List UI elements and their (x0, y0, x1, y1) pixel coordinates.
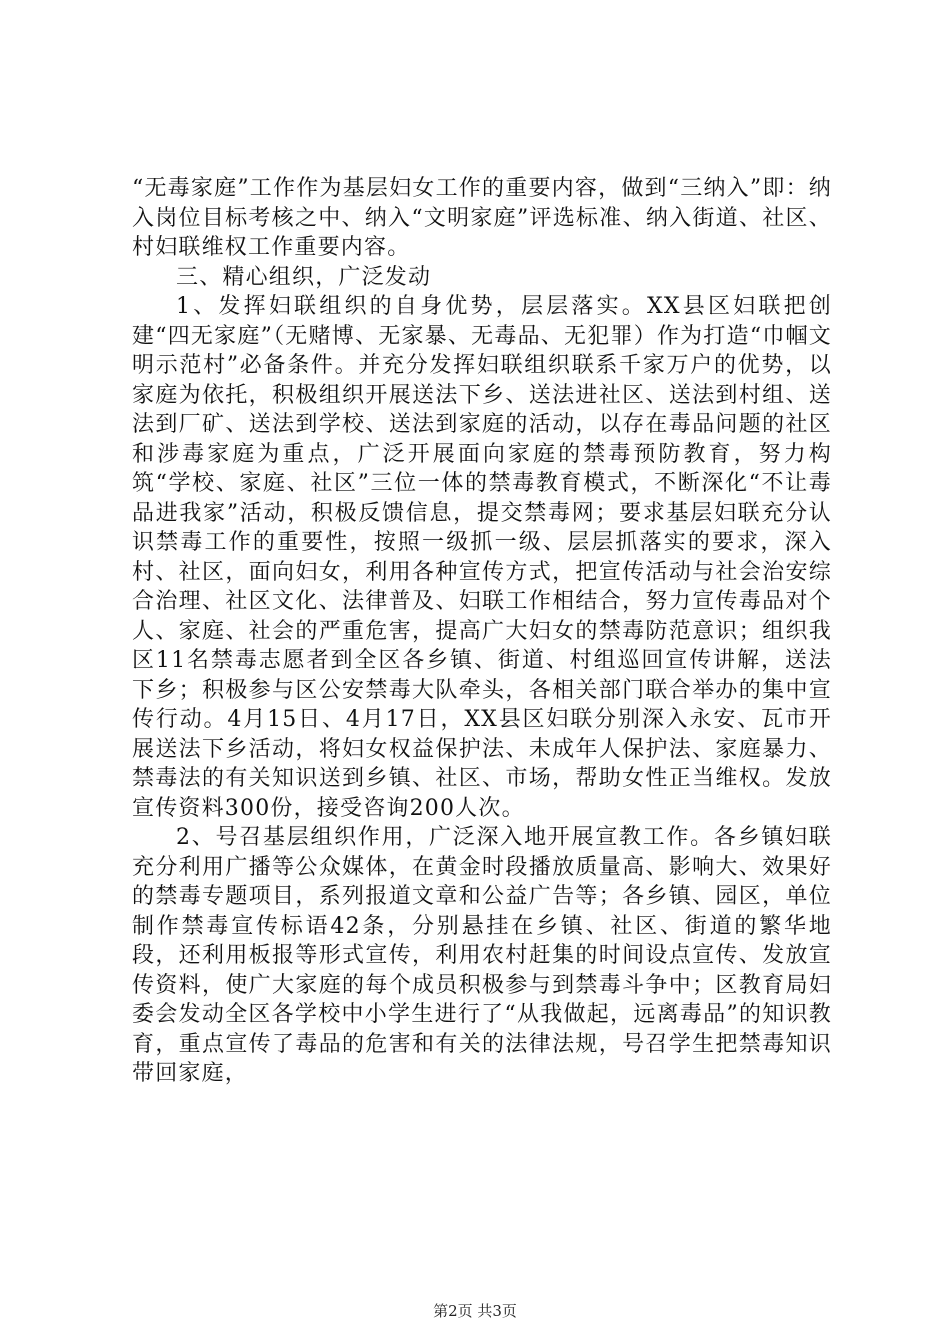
page-number-footer: 第2页 共3页 (433, 1302, 517, 1320)
paragraph-item-1: 1、发挥妇联组织的自身优势，层层落实。XX县区妇联把创建“四无家庭”（无赌博、无家暴、无毒品、无犯罪）作为打造“巾帼文明示范村”必备条件。并充分发挥妇联组织联系千家万户的优势，以家庭为依托，积极组织开展送法下乡、送法进社区、送法到村组、送法到厂矿、送法到学校、送法到家庭的活动，以存在毒品问题的社区和涉毒家庭为重点，广泛开展面向家庭的禁毒预防教育，努力构筑“学校、家庭、社区”三位一体的禁毒教育模式，不断深化“不让毒品进我家”活动，积极反馈信息，提交禁毒网；要求基层妇联充分认识禁毒工作的重要性，按照一级抓一级、层层抓落实的要求，深入村、社区，面向妇女，利用各种宣传方式，把宣传活动与社会治安综合治理、社区文化、法律普及、妇联工作相结合，努力宣传毒品对个人、家庭、社会的严重危害，提高广大妇女的禁毒防范意识；组织我区11名禁毒志愿者到全区各乡镇、街道、村组巡回宣传讲解，送法下乡；积极参与区公安禁毒大队牵头，各相关部门联合举办的集中宣传行动。4月15日、4月17日，XX县区妇联分别深入永安、瓦市开展送法下乡活动，将妇女权益保护法、未成年人保护法、家庭暴力、禁毒法的有关知识送到乡镇、社区、市场，帮助女性正当维权。发放宣传资料300份，接受咨询200人次。 (132, 294, 832, 821)
document-body (132, 174, 832, 1089)
paragraph-item-2: 2、号召基层组织作用，广泛深入地开展宣教工作。各乡镇妇联充分利用广播等公众媒体，在黄金时段播放质量高、影响大、效果好的禁毒专题项目，系列报道文章和公益广告等；各乡镇、园区，单位制作禁毒宣传标语42条，分别悬挂在乡镇、社区、街道的繁华地段，还利用板报等形式宣传，利用农村赶集的时间设点宣传、发放宣传资料，使广大家庭的每个成员积极参与到禁毒斗争中；区教育局妇委会发动全区各学校中小学生进行了“从我做起，远离毒品”的知识教育，重点宣传了毒品的危害和有关的法律法规，号召学生把禁毒知识带回家庭， (132, 825, 832, 1086)
paragraph-continuation: “无毒家庭”工作作为基层妇女工作的重要内容，做到“三纳入”即：纳入岗位目标考核之中、纳入“文明家庭”评选标准、纳入街道、社区、村妇联维权工作重要内容。 (132, 176, 832, 260)
section-heading: 三、精心组织，广泛发动 (176, 264, 432, 290)
